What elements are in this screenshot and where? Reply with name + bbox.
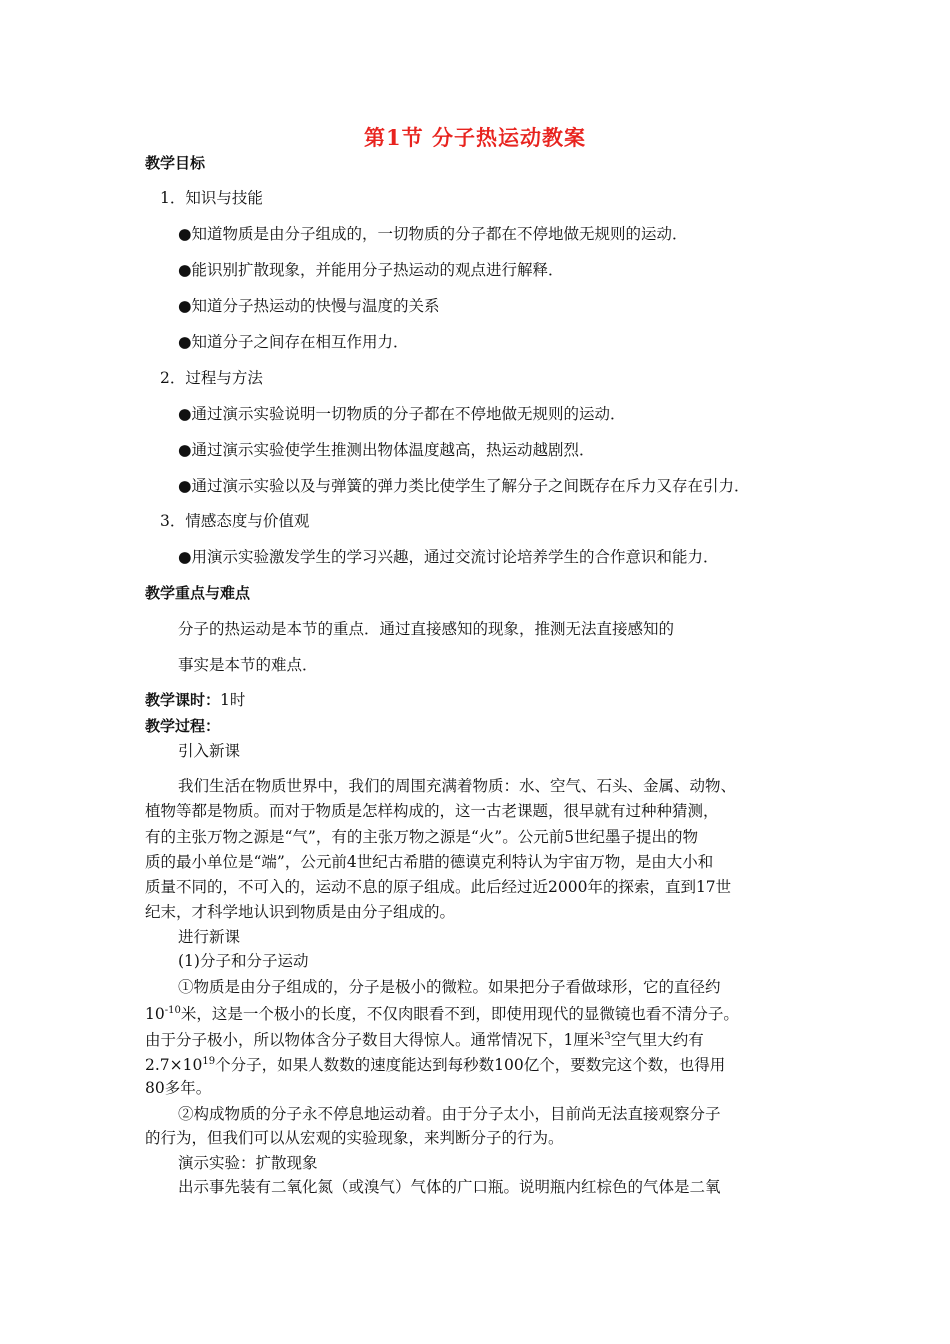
exponent: -10 xyxy=(164,1005,181,1016)
paragraph-text: 空气里大约有 xyxy=(610,1031,704,1049)
list-item: ●通过演示实验使学生推测出物体温度越高，热运动越剧烈． xyxy=(178,441,595,459)
list-item: ●通过演示实验以及与弹簧的弹力类比使学生了解分子之间既存在斥力又存在引力． xyxy=(178,477,750,495)
paragraph-line: 出示事先装有二氧化氮（或溴气）气体的广口瓶。说明瓶内红棕色的气体是二氧 xyxy=(178,1178,721,1196)
exponent: 19 xyxy=(202,1056,216,1067)
intro-label: 引入新课 xyxy=(178,742,241,760)
document-title: 第1节 分子热运动教案 xyxy=(364,125,586,150)
paragraph-line: 有的主张万物之源是“气”，有的主张万物之源是“火”。公元前5世纪墨子提出的物 xyxy=(145,828,699,846)
paragraph-line: ①物质是由分子组成的，分子是极小的微粒。如果把分子看做球形，它的直径约 xyxy=(178,978,721,996)
paragraph-text: 米，这是一个极小的长度，不仅肉眼看不到，即使用现代的显微镜也看不清分子。 xyxy=(180,1005,739,1023)
paragraph-line: 质的最小单位是“端”，公元前4世纪古希腊的德谟克利特认为宇宙万物，是由大小和 xyxy=(145,853,714,871)
paragraph-line: 我们生活在物质世界中，我们的周围充满着物质：水、空气、石头、金属、动物、 xyxy=(178,777,737,795)
paragraph-line xyxy=(145,1055,725,1075)
paragraph-text: 由于分子极小，所以物体含分子数目大得惊人。通常情况下，1厘米 xyxy=(145,1031,605,1049)
list-item: ●用演示实验激发学生的学习兴趣，通过交流讨论培养学生的合作意识和能力． xyxy=(178,548,719,566)
section-attitude-label: 3．情感态度与价值观 xyxy=(160,512,310,530)
part1-label: (1)分子和分子运动 xyxy=(178,952,309,970)
class-hours-value: 1时 xyxy=(220,691,246,709)
key-points-heading: 教学重点与难点 xyxy=(145,584,251,602)
section-process-label: 2．过程与方法 xyxy=(160,369,263,387)
paragraph-line: 分子的热运动是本节的重点．通过直接感知的现象，推测无法直接感知的 xyxy=(178,620,675,638)
exponent: 3 xyxy=(604,1031,611,1042)
list-item: ●能识别扩散现象，并能用分子热运动的观点进行解释． xyxy=(178,261,564,279)
list-item: ●知道分子之间存在相互作用力． xyxy=(178,333,409,351)
paragraph-line: 的行为，但我们可以从宏观的实验现象，来判断分子的行为。 xyxy=(145,1129,564,1147)
paragraph-text: 个分子，如果人数数的速度能达到每秒数100亿个，要数完这个数，也得用 xyxy=(215,1056,726,1074)
section-knowledge-label: 1．知识与技能 xyxy=(160,189,263,207)
list-item: ●通过演示实验说明一切物质的分子都在不停地做无规则的运动． xyxy=(178,405,626,423)
paragraph-line: ②构成物质的分子永不停息地运动着。由于分子太小，目前尚无法直接观察分子 xyxy=(178,1105,721,1123)
list-item: ●知道分子热运动的快慢与温度的关系 xyxy=(178,297,440,315)
new-lesson-label: 进行新课 xyxy=(178,928,241,946)
demo-label: 演示实验：扩散现象 xyxy=(178,1154,318,1172)
paragraph-line: 质量不同的，不可入的，运动不息的原子组成。此后经过近2000年的探索，直到17世 xyxy=(145,878,732,896)
goals-heading: 教学目标 xyxy=(145,154,206,172)
paragraph-line xyxy=(145,1004,739,1024)
class-hours-line xyxy=(145,690,245,710)
paragraph-line: 纪末，才科学地认识到物质是由分子组成的。 xyxy=(145,903,456,921)
class-hours-label: 教学课时： xyxy=(145,691,221,709)
paragraph-line: 植物等都是物质。而对于物质是怎样构成的，这一古老课题，很早就有过种种猜测， xyxy=(145,802,719,820)
paragraph-line: 80多年。 xyxy=(145,1079,212,1097)
list-item: ●知道物质是由分子组成的，一切物质的分子都在不停地做无规则的运动． xyxy=(178,225,688,243)
exponent-base: 10 xyxy=(145,1005,165,1023)
paragraph-line: 事实是本节的难点． xyxy=(178,656,318,674)
process-heading: 教学过程： xyxy=(145,717,221,735)
paragraph-text: 2.7×10 xyxy=(145,1056,203,1074)
paragraph-line xyxy=(145,1030,704,1050)
